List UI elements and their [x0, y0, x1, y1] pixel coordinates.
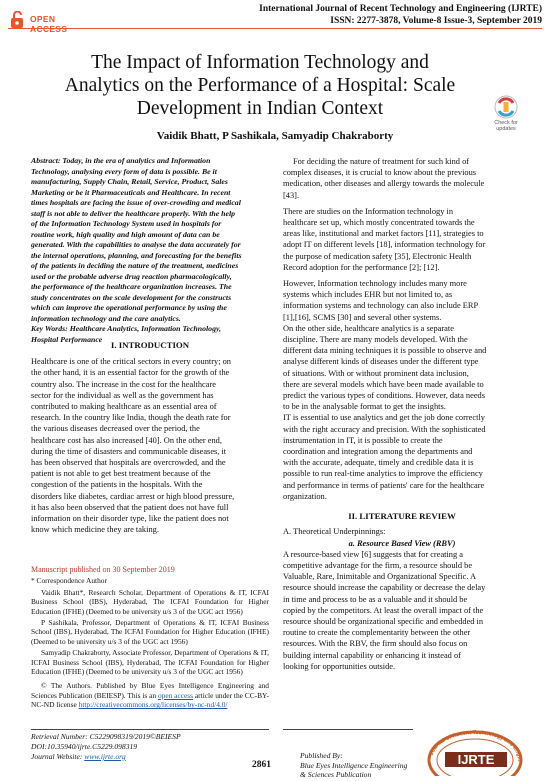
abstract-line: which can improve the operational performance by using the	[31, 303, 227, 312]
abstract-line: times hospitals are facing the issue of over-crowding and medical	[31, 198, 241, 207]
body-line: However, Information technology includes many more	[283, 279, 467, 289]
manuscript-date: Manuscript published on 30 September 2019	[31, 565, 175, 574]
body-line: and performance in terms of patients' care for the healthcare	[283, 480, 485, 490]
title-line-1: The Impact of Information Technology and	[91, 52, 429, 73]
body-line: systems which includes EHR but not limited to, as	[283, 290, 453, 300]
body-line: resources. With the RBV, the firm should also focus on	[283, 639, 468, 649]
body-line: information systems and technology can also include ERP	[283, 301, 479, 311]
body-line: patient is not able to get best treatment because of the	[31, 469, 211, 479]
published-by: Published By:	[300, 751, 343, 760]
body-line: [1],[16], SCMS [30] and several other systems.	[283, 312, 442, 322]
journal-seal-icon	[420, 730, 530, 776]
author-affiliation-2: P Sashikala, Professor, Department of Operations & IT, ICFAI Business School (IBS), Hyderabad, The ICFAI Foundation for Higher Education (IFHE) (Deemed to be university u/s 3 of the UGC act 1956)	[31, 618, 269, 646]
body-line: Healthcare is one of the critical sectors in every country; on	[31, 357, 231, 367]
body-line: sector for the individual as well as the government has	[31, 390, 214, 400]
body-line: it has also been observed that the patient does not have full	[31, 502, 229, 512]
issn-line: ISSN: 2277-3878, Volume-8 Issue-3, September 2019	[330, 16, 542, 26]
body-line: with the right accuracy and precision. With the sophisticated	[283, 424, 486, 434]
body-line: On the other side, healthcare analytics is a separate	[283, 323, 454, 333]
body-line: information on their disorder type, like the patient does not	[31, 514, 229, 524]
body-line: healthcare set up, which mostly concentrated towards the	[283, 218, 475, 228]
paragraph	[283, 156, 521, 167]
body-line: looking for opportunities outside.	[283, 661, 396, 671]
body-line: complex diseases, it is crucial to know about the previous	[283, 168, 477, 178]
keywords-text: Key Words: Healthcare Analytics, Information Technology,	[31, 324, 222, 333]
journal-website	[31, 752, 281, 762]
publisher-line-1: Blue Eyes Intelligence Engineering	[300, 760, 408, 770]
page-number: 2861	[252, 760, 271, 770]
abstract	[31, 156, 269, 345]
body-line: Record adoption for the performance [2]; [12].	[283, 262, 440, 272]
journal-name: International Journal of Recent Technology and Engineering (IJRTE)	[259, 4, 542, 14]
body-line: Valuable, Rare, Inimitable and Organizational Specific. A	[283, 572, 477, 582]
abstract-line: routine work, high quality and high amount of data can be	[31, 229, 220, 239]
header-rule	[8, 28, 542, 29]
body-line: there are several models which have been made available to	[283, 379, 484, 389]
logo-ring-text: Journal of Recent Technology and Engin	[428, 730, 523, 762]
open-access-prefix: OPEN	[30, 14, 56, 24]
body-line: has been observed that hospitals are overcrowded, and the	[31, 458, 226, 468]
body-line: different data mining techniques it is possible to observe and	[283, 346, 487, 356]
publisher-info	[300, 751, 420, 780]
abstract-line: the performance of the healthcare organization increases. The	[31, 282, 232, 291]
body-line: of situations. With or without prominent data inclusion,	[283, 368, 469, 378]
license-text: © The Authors. Published by Blue Eyes Intelligence Engineering and Sciences Publication (BEIESP). This is an	[31, 681, 269, 700]
body-line: in time and process to be as a valuable and it should be	[283, 594, 468, 604]
body-line: analyse different kinds of diseases under the different type	[283, 357, 479, 367]
logo-text: IJRTE	[457, 752, 495, 767]
paper-title	[30, 51, 490, 120]
section-heading: II. LITERATURE REVIEW	[348, 511, 456, 522]
body-line: areas like, institutional and market factors [11], strategies to	[283, 229, 484, 239]
body-line: possible to run real-time analytics to improve the efficiency	[283, 469, 483, 479]
body-line: research. In the country like India, though the death rate for	[31, 413, 231, 423]
body-line: disorders like diabetes, cardiac arrest or high blood pressure,	[31, 491, 235, 501]
website-label: Journal Website:	[31, 752, 85, 761]
body-line: during the time of disasters and communicable diseases, it	[31, 446, 227, 456]
correspondence-note: * Correspondence Author	[31, 576, 107, 586]
body-line: A resource-based view [6] suggests that for creating a	[283, 549, 463, 559]
body-line: predict the various types of conditions. However, data needs	[283, 391, 486, 401]
open-access-text: ACCESS	[30, 24, 68, 34]
author-affiliation-3: Samyadip Chakraborty, Associate Professor, Department of Operations & IT, ICFAI Business School (IBS), Hyderabad, The ICFAI Foundation for Higher Education (IFHE) (Deemed to be university u/s 3 of the UGC act 1956)	[31, 648, 269, 677]
body-line: resource should increase the capability or decrease the delay	[283, 583, 486, 593]
license-note	[31, 681, 269, 709]
doi: DOI:10.35940/ijrte.C5229.098319	[31, 742, 138, 751]
abstract-line: Abstract: Today, in the era of analytics and Information	[31, 156, 211, 165]
crossmark-icon	[486, 93, 526, 133]
author-affiliation-1: Vaidik Bhatt*, Research Scholar, Department of Operations & IT, ICFAI Business School (IBS), Hyderabad, The ICFAI Foundation for Higher Education (IFHE) (Deemed to be university u/s 3 of the UGC act 1956)	[31, 587, 269, 616]
open-lock-icon	[6, 11, 30, 29]
title-line-3: Development in Indian Context	[136, 98, 384, 119]
license-url-link[interactable]: http://creativecommons.org/licenses/by-nc-nd/4.0/	[78, 700, 228, 710]
open-access-link[interactable]: open access	[157, 690, 194, 700]
crossmark-label-2: updates	[496, 126, 516, 132]
crossmark-label-1: Check for	[494, 120, 518, 126]
abstract-line: Technology, analysing every form of data is possible. Be it	[31, 166, 217, 176]
body-line: country also. The increase in the cost for the healthcare	[31, 379, 216, 389]
body-line: There are studies on the Information technology in	[283, 206, 454, 216]
abstract-line: of the Information Technology System used in hospitals for	[31, 219, 222, 228]
abstract-line: used or the probable adverse drug reaction pharmacologically,	[31, 271, 232, 281]
abstract-line: manufacturing, Supply Chain, Retail, Service, Product, Sales	[31, 177, 228, 186]
subsection-heading: A. Theoretical Underpinnings:	[283, 527, 386, 537]
title-line-2: Analytics on the Performance of a Hospital: Scale	[64, 75, 456, 96]
body-line: building internal capability or enhancing it instead of	[283, 650, 461, 660]
ijrte-logo	[420, 730, 530, 776]
body-line: congestion of the patients in the hospitals. With the	[31, 480, 203, 490]
body-line: to be in the analysable format to get the insights.	[283, 402, 446, 412]
body-line: coordination and integration among the departments and	[283, 447, 473, 457]
abstract-line: the internal operations, planning, and forecasting for the benefits	[31, 250, 242, 260]
body-line: medication, other diseases and allergy towards the molecule	[283, 179, 485, 189]
open-access-logo	[6, 11, 86, 34]
footer-meta	[31, 732, 281, 762]
author-notes	[31, 565, 269, 712]
body-line: the other hand, it is an essential factor for the growth of the	[31, 368, 230, 378]
body-line: organization.	[283, 491, 327, 501]
journal-website-link[interactable]: www.ijrte.org	[84, 752, 126, 761]
abstract-line: Marketing or be it Pharmaceuticals and Healthcare. In recent	[31, 187, 231, 197]
check-for-updates-badge[interactable]	[486, 93, 526, 133]
section-heading: I. INTRODUCTION	[110, 340, 190, 350]
author-list: Vaidik Bhatt, P Sashikala, Samyadip Chakraborty	[156, 130, 394, 142]
keywords-line: Hospital Performance	[31, 334, 103, 344]
journal-header	[180, 3, 542, 27]
abstract-line: staff is not able to deliver the healthcare properly. With the help	[31, 208, 236, 218]
abstract-line: of the patients in deciding the nature of the treatment, medicines	[31, 261, 239, 270]
body-line: discipline. There are many models developed. With the	[283, 335, 468, 345]
subsubsection-heading: a. Resource Based View (RBV)	[348, 538, 456, 548]
body-line: resource should be organizational specific and embedded in	[283, 616, 484, 626]
publisher-line-2: & Sciences Publication	[300, 770, 372, 779]
body-line: routine to create the complementarity between the other	[283, 628, 471, 638]
body-line: instrumentation in IT, it is possible to create the	[283, 435, 443, 445]
license-text: article under the CC-BY-NC-ND license	[31, 690, 269, 710]
body-line: healthcare cost has also increased [40]. On the other end,	[31, 435, 222, 445]
body-line: competitive advantage for the firm, a resource should be	[283, 560, 473, 570]
footer-rule-left	[31, 729, 269, 730]
abstract-line: study concentrates on the scale development for the constructs	[31, 292, 232, 302]
body-line: [43].	[283, 190, 300, 200]
footer-rule-right	[283, 729, 413, 730]
retrieval-number: Retrieval Number: C5229098319/2019©BEIESP	[31, 732, 181, 741]
abstract-line: information technology and the care analytics.	[31, 313, 181, 323]
abstract-line: generated. With the capabilities to analyse the data accurately for	[31, 240, 241, 249]
body-line: the purpose of medication safety [35], Electronic Health	[283, 251, 472, 261]
right-column	[283, 156, 521, 672]
keywords-line	[31, 324, 269, 335]
body-line: the various diseases decreased over the period, the	[31, 424, 200, 434]
body-line: adopt IT on different levels [18], information technology for	[283, 240, 486, 250]
body-line: with the accurate, adequate, timely and credible data it is	[283, 458, 474, 468]
body-line: contributed to making healthcare as an essential area of	[31, 402, 217, 412]
body-line: IT is essential to use analytics and get the job done correctly	[283, 413, 485, 423]
body-line: copied by the competitors. At least the overall impact of the	[283, 605, 484, 615]
section-introduction	[31, 340, 269, 535]
body-line: For deciding the nature of treatment for such kind of	[293, 157, 470, 166]
body-line: know which medicine they are taking.	[31, 525, 159, 535]
